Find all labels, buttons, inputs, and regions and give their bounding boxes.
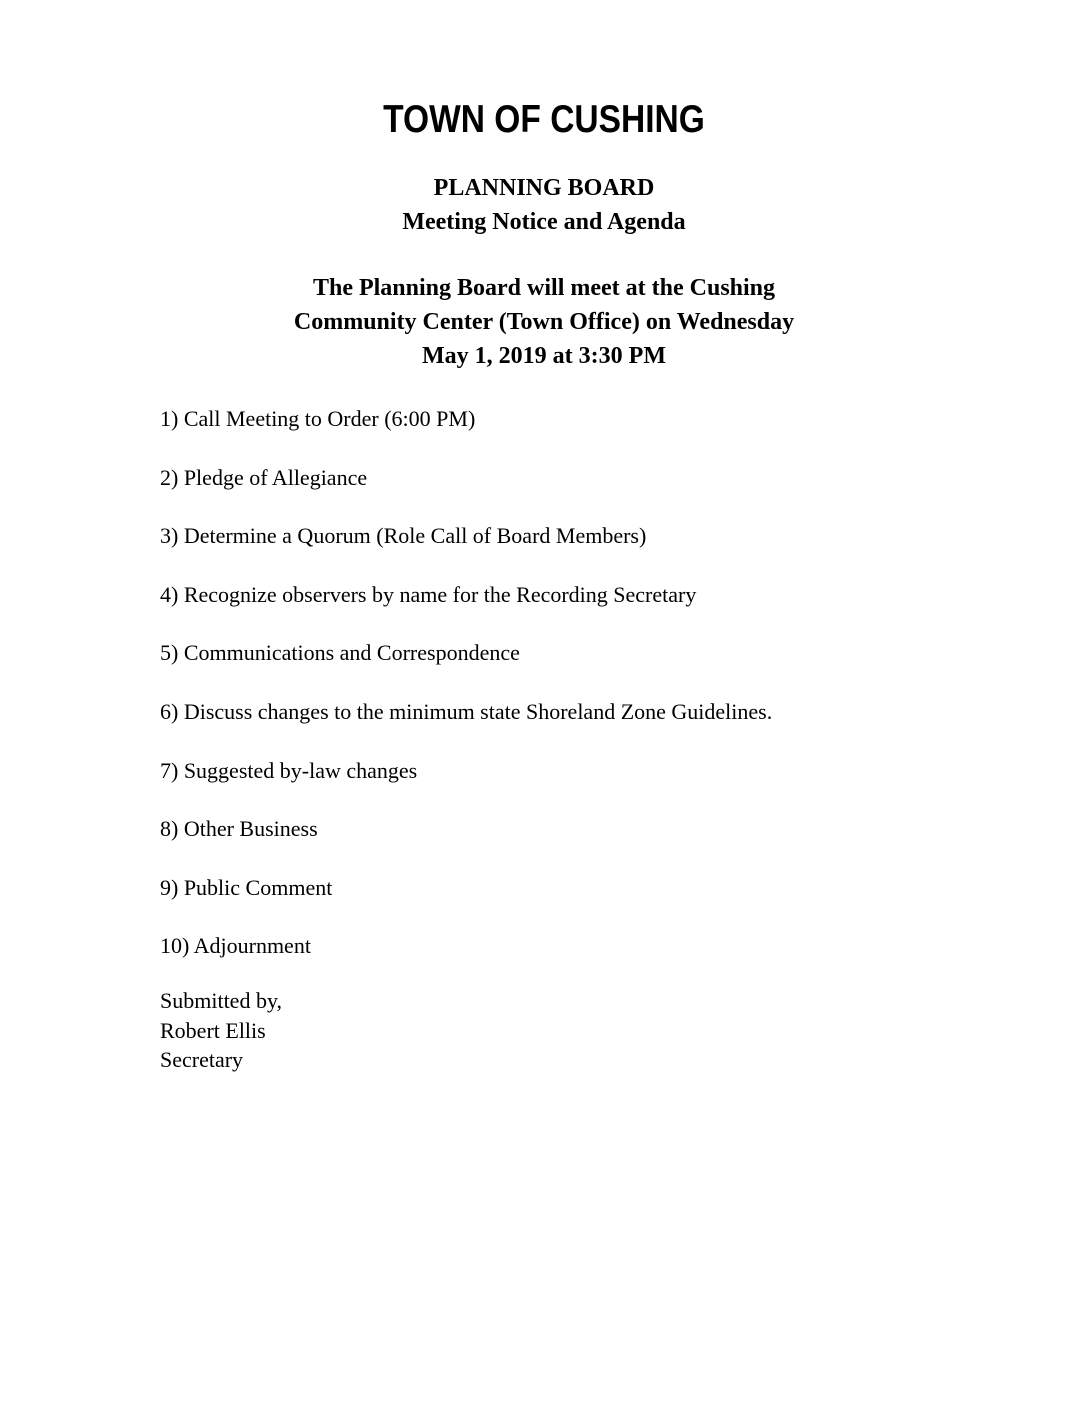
agenda-item: 3) Determine a Quorum (Role Call of Board Members) bbox=[160, 523, 647, 549]
notice-line: May 1, 2019 at 3:30 PM bbox=[422, 343, 666, 369]
signer-name: Robert Ellis bbox=[160, 1017, 266, 1043]
agenda-item: 4) Recognize observers by name for the Recording Secretary bbox=[160, 581, 697, 607]
notice-line: The Planning Board will meet at the Cushing bbox=[312, 275, 776, 301]
agenda-item: 6) Discuss changes to the minimum state Shoreland Zone Guidelines. bbox=[160, 698, 773, 724]
agenda-item: 9) Public Comment bbox=[160, 874, 333, 900]
agenda-item: 1) Call Meeting to Order (6:00 PM) bbox=[160, 406, 476, 431]
signer-role: Secretary bbox=[160, 1047, 244, 1072]
agenda-item: 5) Communications and Correspondence bbox=[160, 640, 520, 666]
submitted-by-label: Submitted by, bbox=[160, 988, 283, 1013]
signoff-block bbox=[160, 986, 282, 1075]
board-heading bbox=[0, 171, 1088, 239]
agenda-list bbox=[160, 402, 772, 988]
notice-line: Community Center (Town Office) on Wednesday bbox=[293, 309, 795, 335]
agenda-item: 7) Suggested by-law changes bbox=[160, 757, 418, 783]
agenda-item: 8) Other Business bbox=[160, 816, 318, 842]
meeting-notice bbox=[0, 271, 1088, 373]
board-name: PLANNING BOARD bbox=[433, 175, 655, 201]
agenda-item: 2) Pledge of Allegiance bbox=[160, 464, 368, 490]
document-title: TOWN OF CUSHING bbox=[383, 98, 705, 141]
agenda-item: 10) Adjournment bbox=[160, 933, 311, 959]
document-subtitle: Meeting Notice and Agenda bbox=[402, 209, 686, 235]
